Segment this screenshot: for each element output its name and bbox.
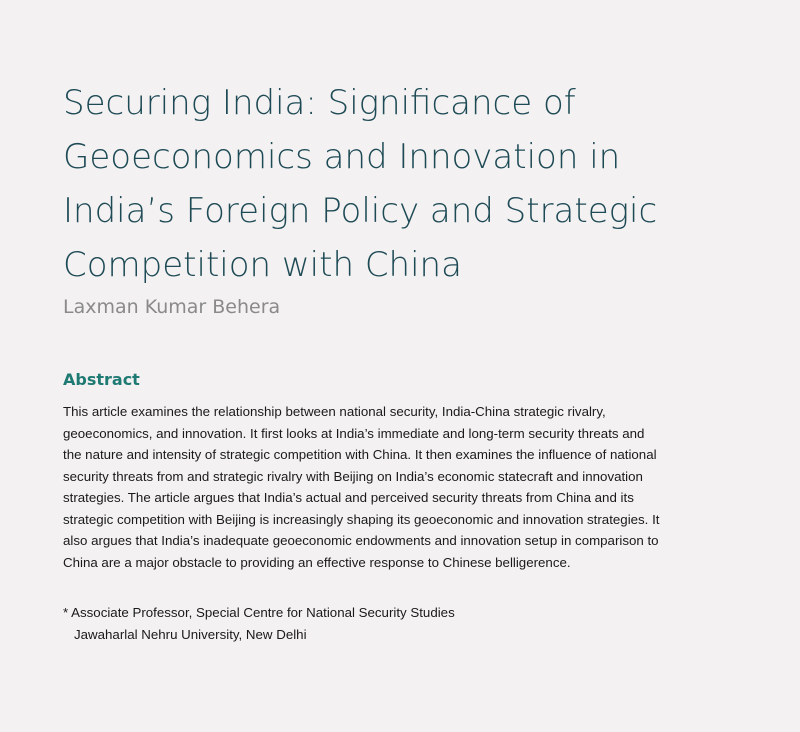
abstract-body: [63, 401, 753, 573]
title-line: India’s Foreign Policy and Strategic: [63, 191, 658, 231]
title-line: Securing India: Significance of: [63, 83, 576, 123]
title-line: Competition with China: [63, 245, 462, 285]
affiliation-position: * Associate Professor, Special Centre for National Security Studies: [63, 605, 455, 620]
abstract-line: the nature and intensity of strategic competition with China. It then examines the influence of national: [63, 447, 657, 462]
abstract-line: This article examines the relationship between national security, India-China strategic rivalry,: [63, 404, 606, 419]
author-affiliation: [63, 602, 455, 645]
paper-title: [63, 76, 743, 292]
abstract-line: security threats from and strategic rivalry with Beijing on India’s economic statecraft and innovation: [63, 468, 643, 484]
abstract-line: geoeconomics, and innovation. It first looks at India’s immediate and long-term security threats and: [63, 425, 645, 441]
title-line: Geoeconomics and Innovation in: [63, 137, 621, 177]
author-name: Laxman Kumar Behera: [63, 296, 281, 318]
abstract-line: strategies. The article argues that India’s actual and perceived security threats from China and its: [63, 490, 634, 505]
affiliation-institution: Jawaharlal Nehru University, New Delhi: [74, 626, 307, 642]
abstract-line: strategic competition with Beijing is increasingly shaping its geoeconomic and innovation strategies. It: [63, 511, 660, 527]
abstract-heading: Abstract: [63, 370, 140, 389]
abstract-line: also argues that India’s inadequate geoeconomic endowments and innovation setup in comparison to: [63, 533, 659, 548]
abstract-line: China are a major obstacle to providing an effective response to Chinese belligerence.: [63, 554, 571, 570]
